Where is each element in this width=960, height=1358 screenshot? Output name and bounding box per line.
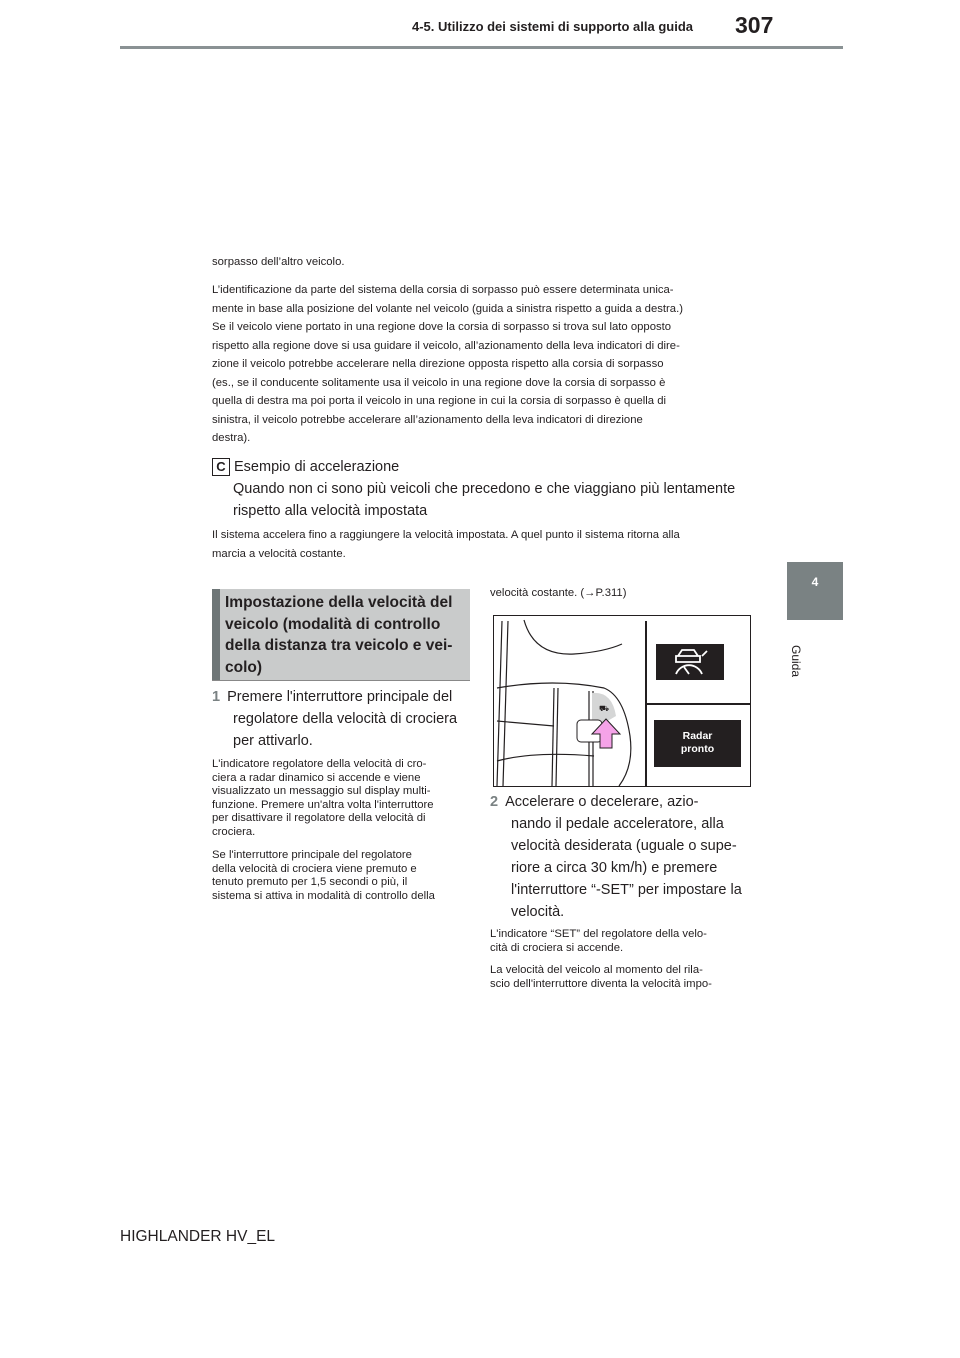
heading-line: Impostazione della velocità del <box>225 594 453 611</box>
heading-line: colo) <box>225 658 263 676</box>
item-title: Esempio di accelerazione <box>234 459 400 475</box>
text-line: sinistra, il veicolo potrebbe accelerare all’azionamento della leva indicatori di direzione <box>212 413 643 426</box>
chapter-tab-label: Guida <box>789 645 803 678</box>
text-line: scio dell'interruttore diventa la velocità impo- <box>490 977 712 990</box>
step-number: 2 <box>490 794 499 810</box>
text-line: velocità desiderata (uguale o supe- <box>511 838 737 854</box>
step-1 <box>212 686 457 752</box>
heading-line: veicolo (modalità di controllo <box>225 615 441 633</box>
text-line: funzione. Premere un'altra volta l'interruttore <box>212 798 434 811</box>
illustration-steering-switch <box>493 615 751 787</box>
text-line: L’identificazione da parte del sistema della corsia di sorpasso può essere determinata unica- <box>212 284 674 296</box>
text-line: L'indicatore “SET” del regolatore della velo- <box>490 928 707 940</box>
text-line: Se l'interruttore principale del regolatore <box>212 849 412 861</box>
continued-text: velocità costante. (→P.311) <box>490 587 627 599</box>
section-heading <box>212 589 470 681</box>
text-line: zione il veicolo potrebbe accelerare nella direzione opposta rispetto alla corsia di sorpasso <box>212 358 664 370</box>
step-1-note <box>212 758 434 840</box>
step-2-note <box>490 928 707 955</box>
text-line: sistema si attiva in modalità di controllo della <box>212 889 435 902</box>
text-line: velocità. <box>511 904 565 920</box>
text-line: Se il veicolo viene portato in una regione dove la corsia di sorpasso si trova sul lato opposto <box>212 321 672 333</box>
text-line: ciera a radar dinamico si accende e viene <box>212 771 421 784</box>
text-line: riore a circa 30 km/h) e premere <box>511 860 718 876</box>
display-message <box>654 720 741 767</box>
text-line: cità di crociera si accende. <box>490 941 624 954</box>
header-section-title: 4-5. Utilizzo dei sistemi di supporto alla guida <box>412 19 693 34</box>
text-line: per disattivare il regolatore della velocità di <box>212 812 426 825</box>
text-line: Premere l'interruttore principale del <box>227 689 453 705</box>
text-line: (es., se il conducente solitamente usa il veicolo in una regione dove la corsia di sorpasso è <box>212 376 666 389</box>
text-line: Il sistema accelera fino a raggiungere la velocità impostata. A quel punto il sistema ritorna alla <box>212 529 680 541</box>
step-number: 1 <box>212 689 221 705</box>
text-line: marcia a velocità costante. <box>212 547 346 560</box>
text-line: L'indicatore regolatore della velocità di cro- <box>212 758 427 770</box>
text-line: tenuto premuto per 1,5 secondi o più, il <box>212 876 408 889</box>
text-line: regolatore della velocità di crociera <box>233 711 458 727</box>
text-line: Accelerare o decelerare, azio- <box>505 794 699 810</box>
text-line: nando il pedale acceleratore, alla <box>511 816 724 832</box>
heading-line: della distanza tra veicolo e vei- <box>225 637 453 654</box>
text-line: della velocità di crociera viene premuto e <box>212 862 417 875</box>
step-1-note <box>212 849 435 903</box>
text-line: l'interruttore “-SET” per impostare la <box>511 882 742 898</box>
intro-paragraph <box>212 253 345 272</box>
header-rule <box>120 46 843 49</box>
text-line: La velocità del veicolo al momento del rila- <box>490 964 703 976</box>
text-line: quella di destra ma poi porta il veicolo in una regione in cui la corsia di sorpasso è quella di <box>212 395 667 407</box>
body-paragraph <box>212 281 683 448</box>
text-line: destra). <box>212 432 251 444</box>
item-marker: C <box>212 458 230 476</box>
display-text: pronto <box>680 743 715 755</box>
text-line: per attivarlo. <box>233 733 313 749</box>
text-line: visualizzato un messaggio sul display multi- <box>212 785 431 798</box>
item-c-description <box>212 526 680 563</box>
text-line: crociera. <box>212 825 256 838</box>
section-heading-bar <box>212 589 220 680</box>
step-2-note <box>490 964 712 991</box>
text-line: rispetto alla regione dove si usa guidare il veicolo, all’azionamento della leva indicatori di dire- <box>212 339 680 352</box>
step-2 <box>490 791 742 923</box>
text-line: sorpasso dell’altro veicolo. <box>212 256 345 268</box>
radar-cruise-icon: ⛟ <box>599 704 610 713</box>
chapter-tab[interactable]: 4 <box>787 562 843 620</box>
text-line: mente in base alla posizione del volante nel veicolo (guida a sinistra rispetto a guida a destra.) <box>212 302 683 315</box>
text-line: Quando non ci sono più veicoli che precedono e che viaggiano più lentamente <box>233 481 736 497</box>
footer-model: HIGHLANDER HV_EL <box>120 1228 276 1245</box>
text-line: rispetto alla velocità impostata <box>233 503 428 519</box>
item-c <box>212 456 735 522</box>
page-number: 307 <box>735 12 774 38</box>
display-text: Radar <box>682 730 713 742</box>
